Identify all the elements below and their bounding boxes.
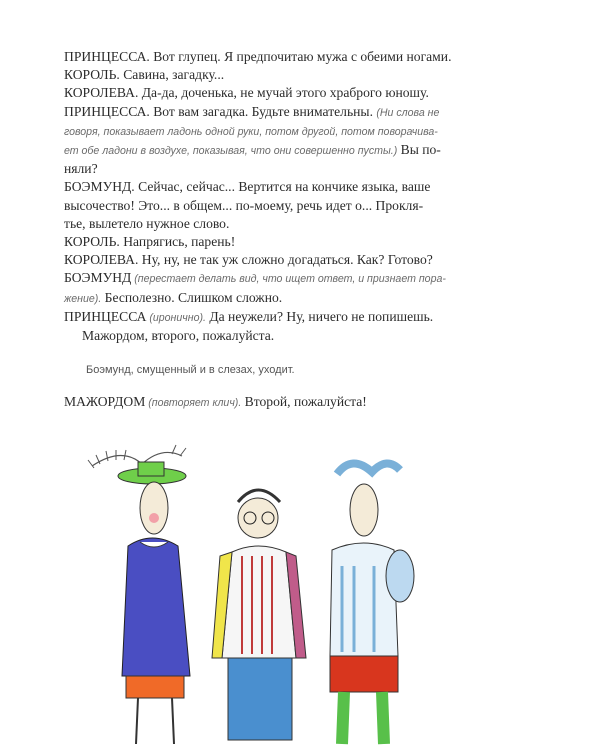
- line-16: [64, 327, 538, 345]
- direction: (перестает делать вид, что ищет ответ, и признает пора-: [131, 273, 446, 286]
- speaker: ПРИНЦЕССА.: [64, 49, 150, 64]
- line-2: [64, 66, 538, 84]
- speech: тье, вылетело нужное слово.: [64, 215, 230, 231]
- line-8: [64, 178, 538, 196]
- line-13: [64, 269, 538, 288]
- speech: Ну, ну, не так уж сложно догадаться. Как? Готово?: [138, 252, 433, 268]
- middle-figure: [212, 490, 306, 740]
- speech: няли?: [64, 161, 98, 177]
- speaker: ПРИНЦЕССА.: [64, 103, 150, 119]
- speech: Второй, пожалуйста!: [241, 394, 367, 410]
- left-figure: [88, 445, 190, 744]
- line-12: [64, 251, 538, 269]
- speech: Вот глупец. Я предпочитаю мужа с обеими ногами.: [149, 49, 452, 64]
- line-11: [64, 233, 538, 251]
- direction: жение).: [64, 292, 102, 305]
- speaker: ПРИНЦЕССА: [64, 308, 147, 324]
- speech: Бесполезно. Слишком сложно.: [101, 289, 283, 305]
- three-suitors-illustration: [82, 426, 422, 746]
- speaker: МАЖОРДОМ: [64, 394, 146, 410]
- speaker: КОРОЛЬ.: [64, 234, 120, 250]
- speech: Сейчас, сейчас... Вертится на кончике языка, ваше: [134, 179, 431, 195]
- speech: Мажордом, второго, пожалуйста.: [82, 328, 275, 344]
- line-14: [64, 289, 538, 308]
- speech: Вы по-: [397, 142, 441, 158]
- speech: Да-да, доченька, не мучай этого храброго юношу.: [138, 85, 429, 101]
- speech: Савина, загадку...: [119, 67, 225, 83]
- speaker: КОРОЛЕВА.: [64, 85, 139, 101]
- direction: (Ни слова не: [376, 106, 440, 119]
- direction: (иронично).: [146, 311, 206, 324]
- line-6: [64, 141, 538, 160]
- speech: Да неужели? Ну, ничего не попишешь.: [205, 308, 434, 324]
- direction: ет обе ладони в воздухе, показывая, что они совершенно пусты.): [64, 145, 398, 158]
- speaker: КОРОЛЕВА.: [64, 252, 139, 268]
- line-final: [64, 393, 538, 412]
- line-9: [64, 197, 538, 215]
- line-7: [64, 160, 538, 178]
- line-5: [64, 122, 538, 141]
- line-3: [64, 84, 538, 102]
- play-text: [64, 48, 538, 413]
- line-15: [64, 308, 538, 327]
- line-1: [64, 48, 538, 66]
- direction: говоря, показывает ладонь одной руки, потом другой, потом поворачива-: [64, 125, 438, 138]
- right-figure: [330, 463, 414, 744]
- speech: Вот вам загадка. Будьте внимательны.: [149, 103, 377, 119]
- speaker: БОЭМУНД: [64, 270, 132, 286]
- direction: (повторяет клич).: [145, 397, 242, 410]
- speech: Напрягись, парень!: [119, 234, 236, 250]
- speaker: БОЭМУНД.: [64, 179, 135, 195]
- stage-direction: Боэмунд, смущенный и в слезах, уходит.: [86, 364, 295, 377]
- speech: высочество! Это... в общем... по-моему, речь идет о... Прокля-: [64, 197, 424, 213]
- line-10: [64, 215, 538, 233]
- speaker: КОРОЛЬ.: [64, 67, 120, 83]
- line-4: [64, 103, 538, 122]
